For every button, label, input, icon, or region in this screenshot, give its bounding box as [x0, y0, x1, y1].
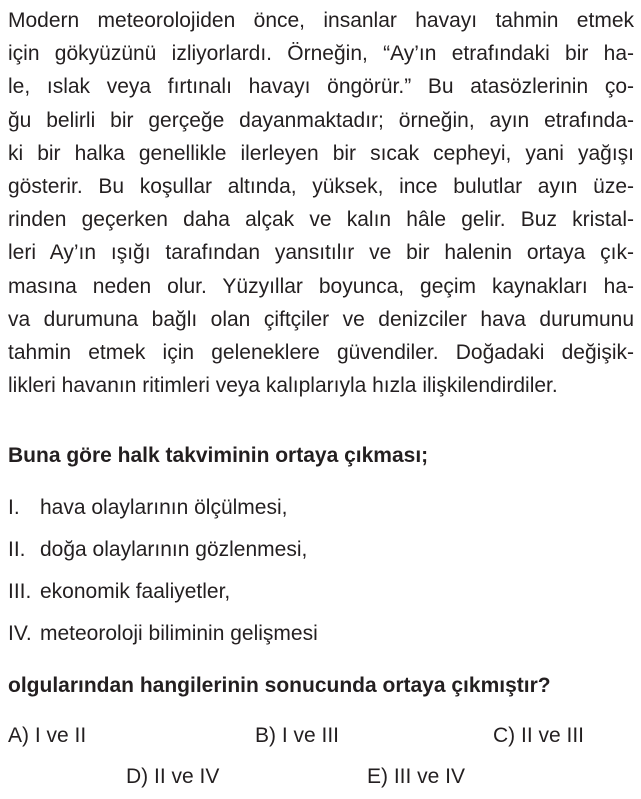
passage-line: masına neden olur. Yüzyıllar boyunca, geçim kaynakları ha- — [8, 274, 634, 298]
passage-line: leri Ay’ın ışığı tarafından yansıtılır ve bir halenin ortaya çık- — [8, 241, 634, 265]
option-c[interactable]: C) II ve III — [493, 724, 585, 747]
statement-4 — [8, 622, 318, 646]
option-a[interactable]: A) I ve II — [8, 724, 87, 747]
passage-line: ğu belirli bir gerçeğe dayanmaktadır; örneğin, ayın etrafında- — [8, 108, 634, 132]
passage — [8, 4, 634, 402]
statement-numeral: II. — [8, 538, 26, 561]
option-b[interactable]: B) I ve III — [255, 724, 340, 747]
passage-line: Modern meteorolojiden önce, insanlar havayı tahmin etmek — [8, 9, 634, 32]
statement-numeral: IV. — [8, 622, 32, 645]
statement-2 — [8, 538, 307, 562]
passage-line: gösterir. Bu koşullar altında, yüksek, ince bulutlar ayın üze- — [8, 174, 634, 198]
statement-text: hava olaylarının ölçülmesi, — [40, 496, 288, 519]
statement-text: ekonomik faaliyetler, — [40, 580, 231, 603]
passage-line: rinden geçerken daha alçak ve kalın hâle gelir. Buz kristal- — [8, 208, 634, 232]
passage-line: va durumuna bağlı olan çiftçiler ve denizciler hava durumunu — [8, 307, 634, 331]
statement-text: doğa olaylarının gözlenmesi, — [40, 538, 308, 561]
passage-line: le, ıslak veya fırtınalı havayı öngörür.” Bu atasözlerinin ço- — [8, 75, 634, 99]
statement-numeral: I. — [8, 496, 20, 519]
passage-line: ki bir halka genellikle ilerleyen bir sıcak cepheyi, yani yağışı — [8, 141, 634, 165]
question-stem: Buna göre halk takviminin ortaya çıkması; — [8, 444, 429, 467]
statement-numeral: III. — [8, 580, 32, 603]
statement-3 — [8, 580, 230, 604]
passage-line: tahmin etmek için geleneklere güvendiler. Doğadaki değişik- — [8, 340, 634, 364]
option-d[interactable]: D) II ve IV — [126, 765, 220, 788]
statement-1 — [8, 496, 287, 520]
question-tail: olgularından hangilerinin sonucunda ortaya çıkmıştır? — [8, 674, 551, 697]
statement-text: meteoroloji biliminin gelişmesi — [40, 622, 318, 645]
passage-line: için gökyüzünü izliyorlardı. Örneğin, “Ay’ın etrafındaki bir ha- — [8, 42, 634, 66]
passage-line: likleri havanın ritimleri veya kalıplarıyla hızla ilişkilendirdiler. — [8, 374, 558, 398]
option-e[interactable]: E) III ve IV — [367, 765, 466, 788]
